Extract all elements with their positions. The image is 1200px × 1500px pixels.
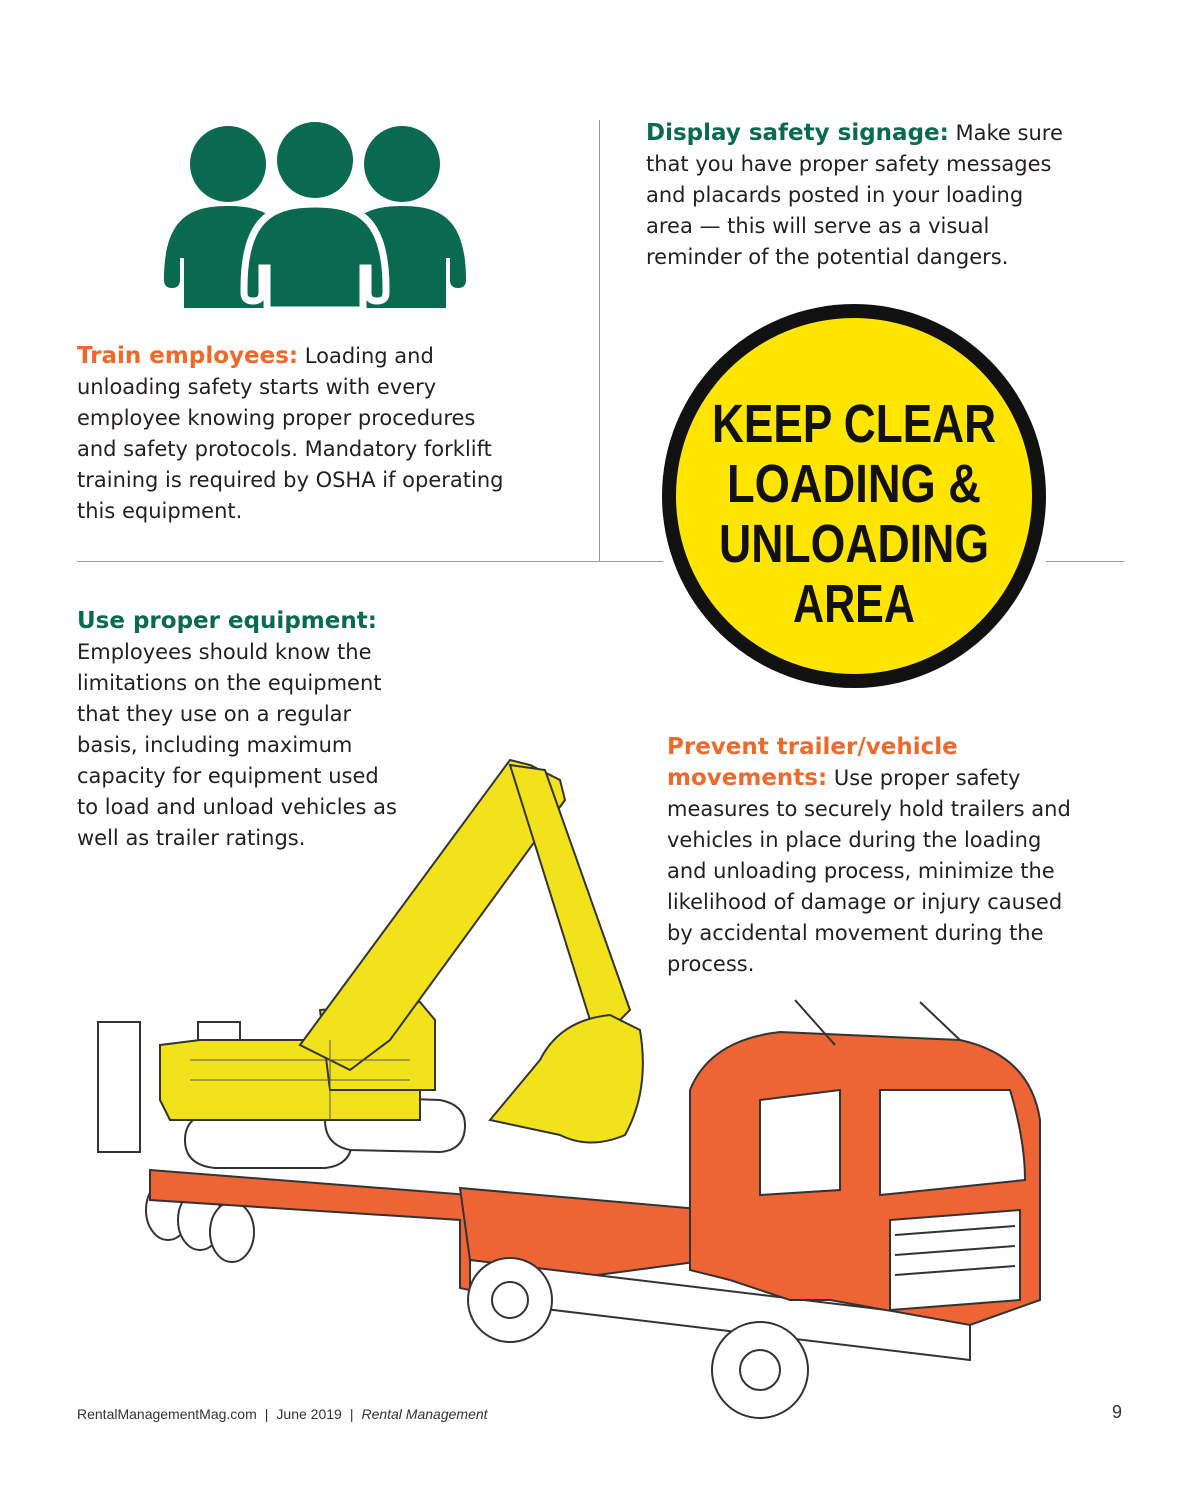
sign-line-2: LOADING & (727, 454, 981, 514)
truck-excavator-illustration (90, 740, 1050, 1485)
signage-paragraph (646, 118, 1066, 273)
prevent-heading-line2: movements: (667, 765, 828, 791)
train-body: Loading and unloading safety starts with every employee knowing proper procedures and safety protocols. Mandatory forklift training is required by OSHA if operating this equipment. (77, 344, 504, 523)
sign-line-1: KEEP CLEAR (712, 394, 996, 454)
footer: RentalManagementMag.com | June 2019 | Rental Management (77, 1406, 488, 1422)
signage-heading: Display safety signage: (646, 120, 949, 146)
prevent-heading-line1: Prevent trailer/vehicle (667, 734, 958, 760)
prevent-body: Use proper safety measures to securely hold trailers and vehicles in place during the loading and unloading process, minimize the likelihood of damage or injury caused by accidental movement during the process. (667, 766, 1071, 976)
keep-clear-sign (660, 302, 1048, 690)
horizontal-divider-right (1046, 561, 1124, 562)
train-heading: Train employees: (77, 343, 299, 369)
vertical-divider (599, 120, 600, 562)
footer-date: June 2019 (276, 1406, 342, 1422)
sign-line-4: AREA (793, 574, 915, 634)
equipment-body: Employees should know the limitations on the equipment that they use on a regular basis, including maximum capacity for equipment used to load and unload vehicles as well as trailer ratings. (77, 640, 397, 850)
equipment-heading: Use proper equipment: (77, 608, 377, 634)
signage-body: Make sure that you have proper safety messages and placards posted in your loading area — this will serve as a visual reminder of the potential dangers. (646, 121, 1063, 269)
train-paragraph (77, 341, 517, 527)
horizontal-divider-left (77, 561, 663, 562)
sign-line-3: UNLOADING (719, 514, 989, 574)
footer-publication: Rental Management (361, 1406, 488, 1422)
people-group-icon (160, 118, 470, 313)
footer-site: RentalManagementMag.com (77, 1406, 257, 1422)
page-number: 9 (1112, 1402, 1123, 1422)
